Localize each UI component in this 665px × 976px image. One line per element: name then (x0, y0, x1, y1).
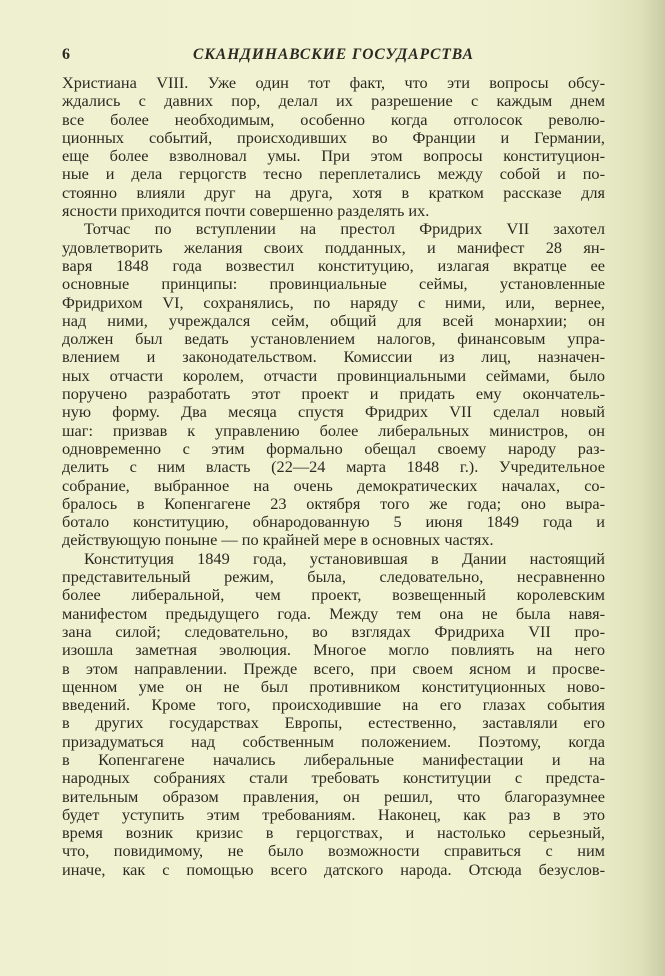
text-line: представительный режим, была, следовательно, несравненно (62, 567, 605, 587)
text-line: одновременно с этим формально обещал своему народу раз- (62, 438, 605, 458)
text-line: делить с ним власть (22—24 марта 1848 г.). Учредительное (62, 457, 605, 477)
text-line: все более необходимым, особенно когда отголосок револю- (62, 109, 605, 129)
page-body (62, 74, 605, 879)
text-line: собрание, выбранное на очень демократических началах, со- (62, 475, 605, 495)
text-line: ционных событий, происходивших во Франции и Германии, (62, 127, 605, 147)
paragraph (62, 220, 605, 549)
page-header (62, 46, 605, 68)
paragraph (62, 550, 605, 879)
running-title: СКАНДИНАВСКИЕ ГОСУДАРСТВА (193, 46, 474, 63)
text-line: ную форму. Два месяца спустя Фридрих VII сделал новый (62, 402, 605, 422)
page-number: 6 (62, 46, 70, 63)
text-line: щенном уме он не был противником конституционных ново- (62, 676, 605, 696)
text-line: стоянно влияли друг на друга, хотя в кратком рассказе для (62, 182, 605, 202)
paragraph (62, 74, 605, 220)
text-line: должен был ведать установлением налогов, финансовым упра- (62, 329, 605, 349)
text-line: удовлетворить желания своих подданных, и манифест 28 ян- (62, 237, 605, 257)
text-line: зана силой; следовательно, во взглядах Фридриха VII про- (62, 621, 605, 641)
text-line: введений. Кроме того, происходившие на его глазах события (62, 695, 605, 715)
text-line: Конституция 1849 года, установившая в Дании настоящий (84, 548, 605, 568)
text-line: влением и законодательством. Комиссии из лиц, назначен- (62, 347, 605, 367)
text-line: ботало конституцию, обнародованную 5 июня 1849 года и (62, 512, 605, 532)
text-line: ждались с давних пор, делал их разрешение с каждым днем (62, 91, 605, 111)
text-line: над ними, учреждался сейм, общий для всей монархии; он (62, 310, 605, 330)
text-line: поручено разработать этот проект и придать ему окончатель- (62, 384, 605, 404)
text-line: более либеральной, чем проект, возвещенный королевским (62, 585, 605, 605)
text-line: в Копенгагене начались либеральные манифестации и на (62, 749, 605, 769)
text-line: Фридрихом VI, сохранялись, по наряду с ними, или, вернее, (62, 292, 605, 312)
text-line: ных отчасти королем, отчасти провинциальными сеймами, было (62, 365, 605, 385)
text-line: действующую поныне — по крайней мере в основных частях. (62, 530, 494, 550)
text-line: бралось в Копенгагене 23 октября того же года; оно выра- (62, 493, 605, 513)
text-line: варя 1848 года возвестил конституцию, излагая вкратце ее (62, 255, 605, 275)
text-line: что, повидимому, не было возможности справиться с ним (62, 841, 605, 861)
text-line: еще более взволновал умы. При этом вопросы конституцион- (62, 146, 605, 166)
text-line: Тотчас по вступлении на престол Фридрих VII захотел (84, 219, 605, 239)
text-line: в этом направлении. Прежде всего, при своем ясном и просве- (62, 658, 605, 678)
text-line: иначе, как с помощью всего датского народа. Отсюда безуслов- (62, 859, 605, 879)
text-line: ясности приходится почти совершенно разделять их. (62, 201, 430, 221)
text-line: Христиана VIII. Уже один тот факт, что эти вопросы обсу- (62, 73, 605, 92)
text-line: будет уступить этим требованиям. Наконец, как раз в это (62, 804, 605, 824)
text-line: в других государствах Европы, естественно, заставляли его (62, 713, 605, 733)
text-line: время возник кризис в герцогствах, и настолько серьезный, (62, 823, 605, 843)
text-line: основные принципы: провинциальные сеймы, установленные (62, 274, 605, 294)
text-line: народных собраниях стали требовать конституции с предста- (62, 768, 605, 788)
text-line: призадуматься над собственным положением. Поэтому, когда (62, 731, 605, 751)
text-line: ные и дела герцогств тесно переплетались между собой и по- (62, 164, 605, 184)
text-line: манифестом предыдущего года. Между тем она не была навя- (62, 603, 605, 623)
text-line: шаг: призвав к управлению более либеральных министров, он (62, 420, 605, 440)
text-line: изошла заметная эволюция. Многое могло повлиять на него (62, 640, 605, 660)
text-line: вительным образом правления, он решил, что благоразумнее (62, 786, 605, 806)
